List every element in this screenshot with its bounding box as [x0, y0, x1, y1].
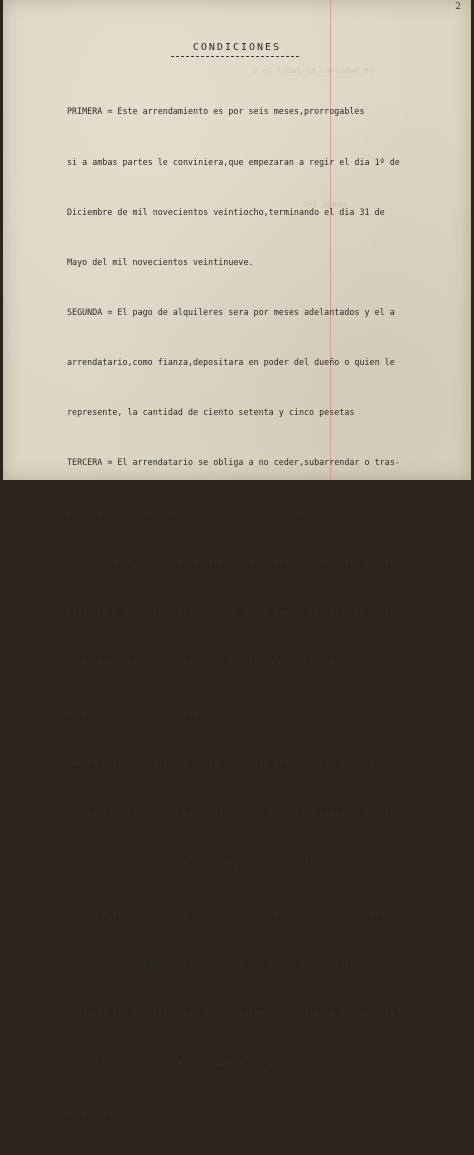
- show-through-text: del dueño: [303, 200, 347, 209]
- text-line: de esta autorizacion,quedaran a beneficio de la finca sin derecho: [67, 657, 395, 668]
- text-line: PRIMERA = Este arrendamiento es por seis meses,prorrogables: [67, 106, 365, 117]
- text-line: lacion alguna,sin que para ello tenga autorizacion escrita del pro: [67, 557, 400, 568]
- text-line: pleta de luz electrica con sus portalamparas y llaves y una insta: [67, 1008, 395, 1019]
- text-line: a reintegro de ninguna clase.: [67, 707, 214, 718]
- text-line: arrendatario,como fianza,depositara en poder del dueño o quien le: [67, 356, 395, 367]
- text-line: represente, la cantidad de ciento setenta y cinco pesetas: [67, 406, 355, 417]
- heading-underline: [171, 56, 299, 58]
- text-line: arrendatario.: [67, 1108, 133, 1119]
- page-number-mark: 2: [455, 2, 461, 12]
- show-through-text: y el local la cantidad de: [253, 66, 374, 75]
- text-line: TERCERA = El arrendatario se obliga a no ceder,subarrendar o tras-: [67, 457, 400, 468]
- text-line: pasar,el todo o parte del local,a no hacer obra,variacion o insta-: [67, 507, 400, 518]
- text-line: CUARTA = El arrendatario declara en este acto recibir el local -: [67, 757, 390, 768]
- text-line: Mayo del mil novecientos veintinueve.: [67, 256, 254, 267]
- text-line: pietario o quien le represente.Las obras que se hicieran en virtud: [67, 607, 400, 618]
- text-line: QUINTA = El arrendatario declara tambien,que en dicho local existe: [67, 907, 400, 918]
- text-line: si a ambas partes le conviniera,que empezaran a regir el dia 1º de: [67, 156, 400, 167]
- text-line: lacion de agua,siendo el consumo de luz y agua por cuenta del -: [67, 1058, 385, 1069]
- text-line: SEGUNDA = El pago de alquileres sera por meses adelantados y el a: [67, 306, 395, 317]
- conditions-body: [67, 70, 465, 1155]
- text-line: escaparate vidrieras,con herraje y cristales y llaves: [67, 857, 335, 868]
- document-heading: CONDICIONES: [192, 42, 282, 53]
- text-line: corriente de todo y en buen estado,como es,solado,pinturas puertas: [67, 807, 400, 818]
- text-line: los accesorios siguientes propiedad del dueño.Una instalacion com: [67, 958, 400, 968]
- document-page: [3, 0, 471, 1119]
- text-line: Diciembre de mil novecientos veintiocho,terminando el dia 31 de: [67, 206, 385, 217]
